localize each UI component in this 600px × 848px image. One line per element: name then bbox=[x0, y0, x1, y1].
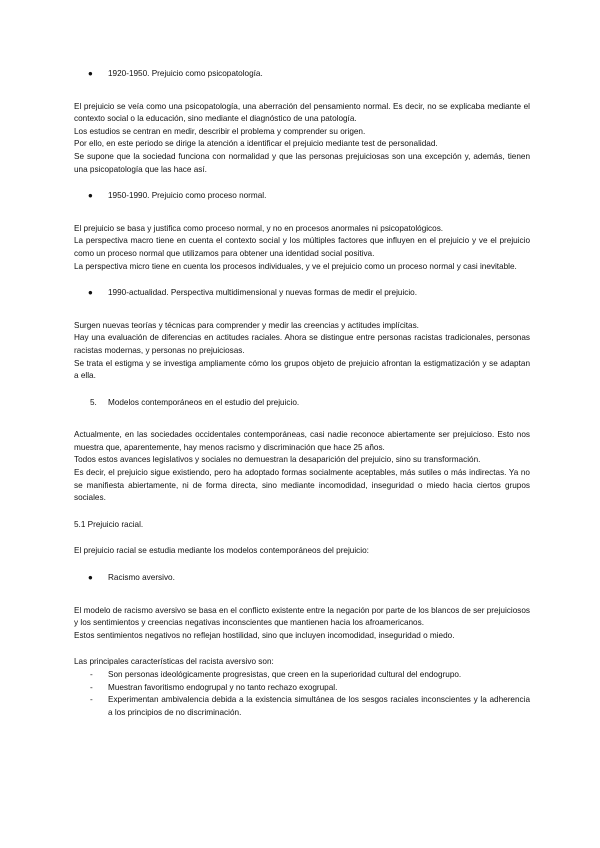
list-item bbox=[74, 694, 530, 719]
subsection-title: 5.1 Prejuicio racial. bbox=[74, 519, 144, 529]
section-heading-text: 1920-1950. Prejuicio como psicopatología. bbox=[108, 69, 263, 78]
list-intro: Las principales características del racista aversivo son: bbox=[74, 657, 274, 667]
paragraph: El modelo de racismo aversivo se basa en el conflicto existente entre la negación por parte de los blancos de ser prejuiciosos y los sentimientos y creencias negativas inconscientes que mantienen hacia los afroamericanos. bbox=[74, 605, 530, 628]
paragraph: Estos sentimientos negativos no reflejan hostilidad, sino que incluyen incomodidad, inseguridad o miedo. bbox=[74, 630, 455, 640]
list-item-text: Muestran favoritismo endogrupal y no tanto rechazo exogrupal. bbox=[108, 682, 338, 692]
paragraph: Es decir, el prejuicio sigue existiendo, pero ha adoptado formas socialmente aceptables, más sutiles o más indirectas. Ya no se manifiesta abiertamente, ni de forma directa, sino mediante incomodidad, inseguridad o miedo hacia ciertos grupos sociales. bbox=[74, 468, 530, 503]
paragraph: Se trata el estigma y se investiga ampliamente cómo los grupos objeto de prejuicio afrontan la estigmatización y se adaptan a ella. bbox=[74, 358, 530, 381]
paragraph: El prejuicio se basa y justifica como proceso normal, y no en procesos anormales ni psicopatológicos. bbox=[74, 223, 444, 233]
bullet-icon: ● bbox=[88, 69, 93, 78]
dash-icon: - bbox=[90, 670, 93, 679]
numbered-body bbox=[74, 429, 530, 505]
section-heading-text: 1950-1990. Prejuicio como proceso normal. bbox=[108, 191, 267, 201]
document-content bbox=[74, 68, 530, 719]
paragraph: Los estudios se centran en medir, describir el problema y comprender su origen. bbox=[74, 126, 366, 136]
paragraph: Todos estos avances legislativos y sociales no demuestran la desaparición del prejuicio, sino su transformación. bbox=[74, 455, 481, 465]
heading-number: 5. bbox=[90, 397, 97, 407]
list-item bbox=[74, 669, 530, 682]
subsection-body bbox=[74, 605, 530, 643]
paragraph: La perspectiva micro tiene en cuenta los procesos individuales, y ve el prejuicio como un proceso normal y casi inevitable. bbox=[74, 261, 517, 271]
paragraph: La perspectiva macro tiene en cuenta el contexto social y los múltiples factores que influyen en el prejuicio y ve el prejuicio como un proceso normal que utilizamos para obtener una identidad social positiva. bbox=[74, 236, 530, 258]
section-heading-1 bbox=[74, 68, 530, 81]
dash-icon: - bbox=[90, 682, 93, 692]
section-body-1 bbox=[74, 101, 530, 177]
subsection-intro: El prejuicio racial se estudia mediante los modelos contemporáneos del prejuicio: bbox=[74, 546, 369, 556]
list-item-text: Son personas ideológicamente progresistas, que creen en la superioridad cultural del endogrupo. bbox=[108, 670, 462, 679]
bullet-icon: ● bbox=[88, 573, 93, 583]
paragraph: Actualmente, en las sociedades occidentales contemporáneas, casi nadie reconoce abiertamente ser prejuicioso. Esto nos muestra que, aparentemente, hay menos racismo y discriminación que hace 25 años. bbox=[74, 430, 530, 452]
paragraph: Hay una evaluación de diferencias en actitudes raciales. Ahora se distingue entre personas racistas tradicionales, personas racistas modernas, y personas no prejuiciosas. bbox=[74, 333, 530, 355]
paragraph: El prejuicio se veía como una psicopatología, una aberración del pensamiento normal. Es decir, no se explicaba mediante el contexto social o la educación, sino mediante el diagnóstico de una patología. bbox=[74, 101, 530, 124]
paragraph: Surgen nuevas teorías y técnicas para comprender y medir las creencias y actitudes implícitas. bbox=[74, 320, 419, 330]
section-heading-text: 1990-actualidad. Perspectiva multidimensional y nuevas formas de medir el prejuicio. bbox=[108, 288, 418, 298]
section-heading-3 bbox=[74, 287, 530, 300]
paragraph: Se supone que la sociedad funciona con normalidad y que las personas prejuiciosas son una excepción y, además, tienen una psicopatología que las hace así. bbox=[74, 151, 530, 174]
bullet-icon: ● bbox=[88, 288, 93, 298]
bullet-icon: ● bbox=[88, 191, 93, 201]
section-body-2 bbox=[74, 223, 530, 273]
numbered-heading-text: Modelos contemporáneos en el estudio del prejuicio. bbox=[108, 397, 300, 407]
list-item bbox=[74, 682, 530, 695]
subsection-bullet bbox=[74, 572, 530, 585]
numbered-heading bbox=[74, 397, 530, 410]
section-body-3 bbox=[74, 320, 530, 383]
dash-icon: - bbox=[90, 695, 93, 705]
section-heading-2 bbox=[74, 190, 530, 203]
list-item-text: Experimentan ambivalencia debida a la existencia simultánea de los sesgos raciales inconscientes y la adherencia a los principios de no discriminación. bbox=[108, 695, 530, 717]
subsection-bullet-text: Racismo aversivo. bbox=[108, 573, 175, 583]
paragraph: Por ello, en este periodo se dirige la atención a identificar el prejuicio mediante test de personalidad. bbox=[74, 139, 438, 149]
characteristics-list bbox=[74, 669, 530, 719]
